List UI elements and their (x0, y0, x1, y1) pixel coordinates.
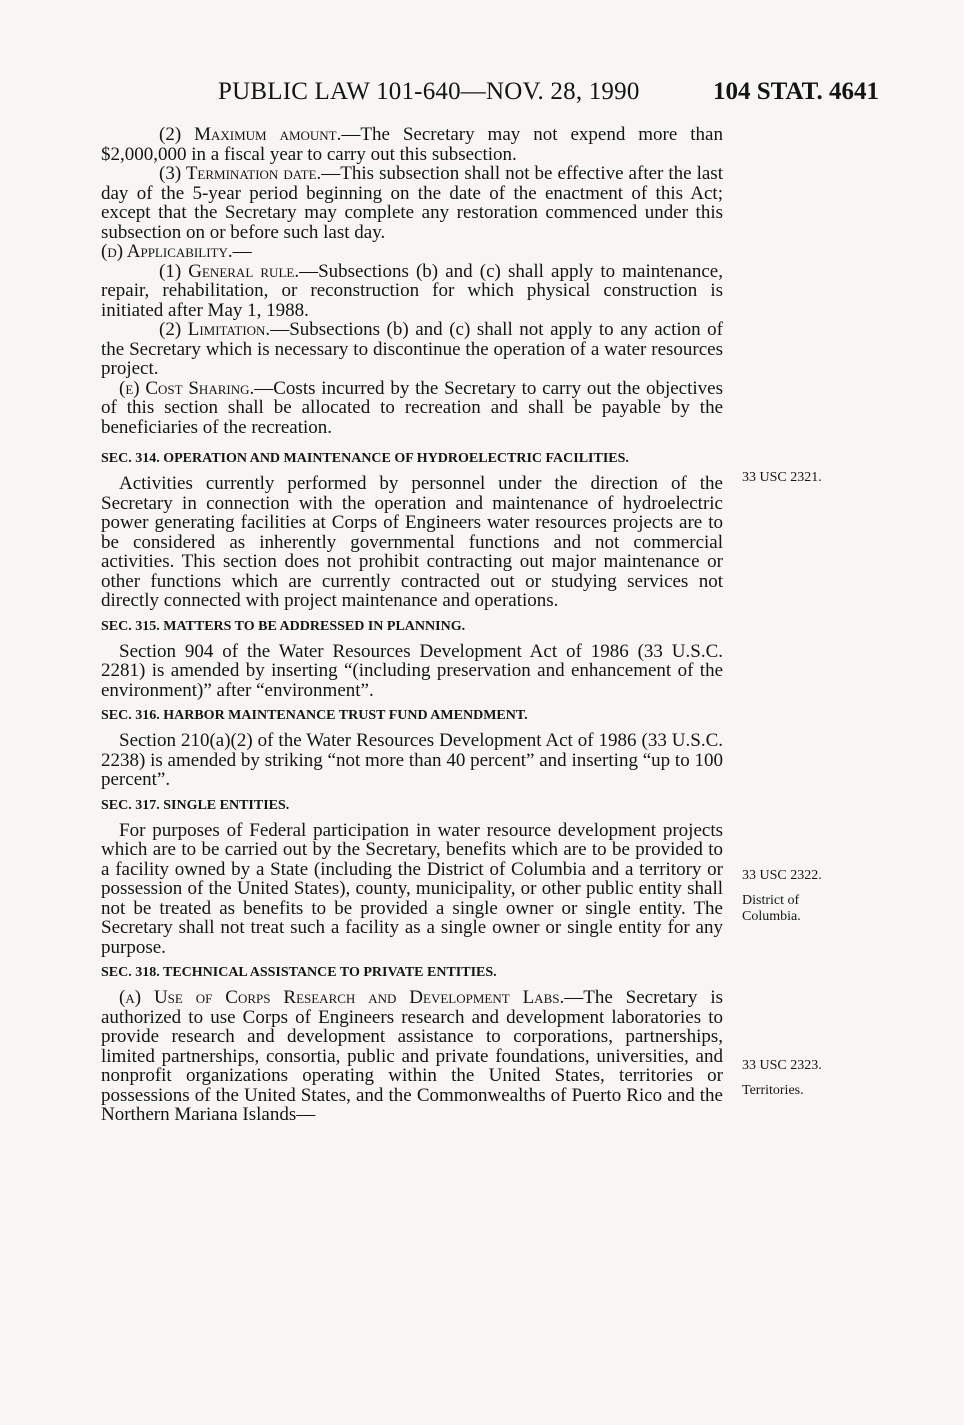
paragraph-text: —The Secretary is authorized to use Corps of Engineers research and development laboratories to provide research and development assistance to corporations, partnerships, limited partnerships, consortia, public and private foundations, universities, and nonprofit organizations operating within the United States, territories or possessions of the United States, and the Commonwealths of Puerto Rico and the Northern Mariana Islands— (101, 987, 723, 1125)
paragraph-text: —The Secretary may not expend more than $2,000,000 in a fiscal year to carry out this subsection. (101, 124, 723, 165)
paragraph-label: (3) Termination date. (159, 163, 322, 184)
paragraph-label: (2) Maximum amount. (159, 124, 342, 145)
paragraph-text: — (232, 241, 252, 262)
paragraph-text: —This subsection shall not be effective after the last day of the 5-year period beginning on the date of the enactment of this Act; except that the Secretary may complete any restoration commenced under this subsection on or before such last day. (101, 163, 723, 243)
section-314-text: Activities currently performed by personnel under the direction of the Secretary in connection with the operation and maintenance of hydroelectric power generating facilities at Corps of Engineers water resources projects are to be considered as inherently governmental functions and not commercial activities. This section does not prohibit contracting out major maintenance or other functions which are currently contracted out or studying services not directly connected with project maintenance and operations. (101, 473, 723, 611)
section-317-text: For purposes of Federal participation in water resource development projects which are to be carried out by the Secretary, benefits which are to be provided to a facility owned by a State (including the District of Columbia and a territory or possession of the United States), county, municipality, or other public entity shall not be treated as benefits to be provided a single owner or single entity. The Secretary shall not treat such a facility as a single owner or single entity for any purpose. (101, 819, 723, 958)
paragraph-text: —Subsections (b) and (c) shall apply to maintenance, repair, rehabilitation, or reconstruction for which physical construction is initiated after May 1, 1988. (101, 260, 723, 321)
paragraph-text: —Subsections (b) and (c) shall not apply to any action of the Secretary which is necessary to discontinue the operation of a water resources project. (101, 319, 724, 379)
margin-note-district-of-columbia: District of Columbia. (742, 893, 801, 924)
paragraph-termination-date (101, 164, 723, 242)
stat-page-number: 104 STAT. 4641 (713, 78, 879, 105)
section-316-heading: SEC. 316. HARBOR MAINTENANCE TRUST FUND AMENDMENT. (101, 708, 528, 723)
section-318-paragraph-a (101, 988, 723, 1125)
paragraph-text: —Costs incurred by the Secretary to carry out the objectives of this section shall be allocated to recreation and shall be payable by the beneficiaries of the recreation. (101, 377, 723, 438)
paragraph-maximum-amount (101, 125, 723, 164)
margin-note-33-usc-2323: 33 USC 2323. (742, 1058, 822, 1073)
paragraph-label: (1) General rule. (159, 260, 300, 282)
paragraph-label: (d) Applicability. (101, 241, 233, 262)
paragraph-label: (a) Use of Corps Research and Development Labs. (119, 987, 565, 1008)
section-318-heading: SEC. 318. TECHNICAL ASSISTANCE TO PRIVATE ENTITIES. (101, 965, 497, 980)
paragraph-limitation (101, 320, 723, 379)
page-header (0, 78, 964, 118)
document-body (101, 125, 723, 1125)
paragraph-applicability (101, 242, 723, 262)
paragraph-label: (2) Limitation. (159, 319, 271, 340)
margin-note-territories: Territories. (742, 1083, 804, 1098)
margin-note-33-usc-2321: 33 USC 2321. (742, 470, 822, 485)
section-315-text: Section 904 of the Water Resources Development Act of 1986 (33 U.S.C. 2281) is amended by inserting “(including preservation and enhancement of the environment)” after “environment”. (101, 640, 723, 701)
section-317-heading: SEC. 317. SINGLE ENTITIES. (101, 797, 290, 813)
paragraph-general-rule (101, 262, 723, 321)
paragraph-label: (e) Cost Sharing. (119, 377, 255, 399)
paragraph-cost-sharing (101, 379, 723, 438)
section-315-heading: SEC. 315. MATTERS TO BE ADDRESSED IN PLANNING. (101, 618, 466, 634)
margin-note-33-usc-2322: 33 USC 2322. (742, 868, 822, 883)
section-314-heading: SEC. 314. OPERATION AND MAINTENANCE OF HYDROELECTRIC FACILITIES. (101, 451, 629, 466)
section-316-text: Section 210(a)(2) of the Water Resources Development Act of 1986 (33 U.S.C. 2238) is amended by striking “not more than 40 percent” and inserting “up to 100 percent”. (101, 730, 723, 790)
public-law-title: PUBLIC LAW 101-640—NOV. 28, 1990 (218, 78, 640, 105)
